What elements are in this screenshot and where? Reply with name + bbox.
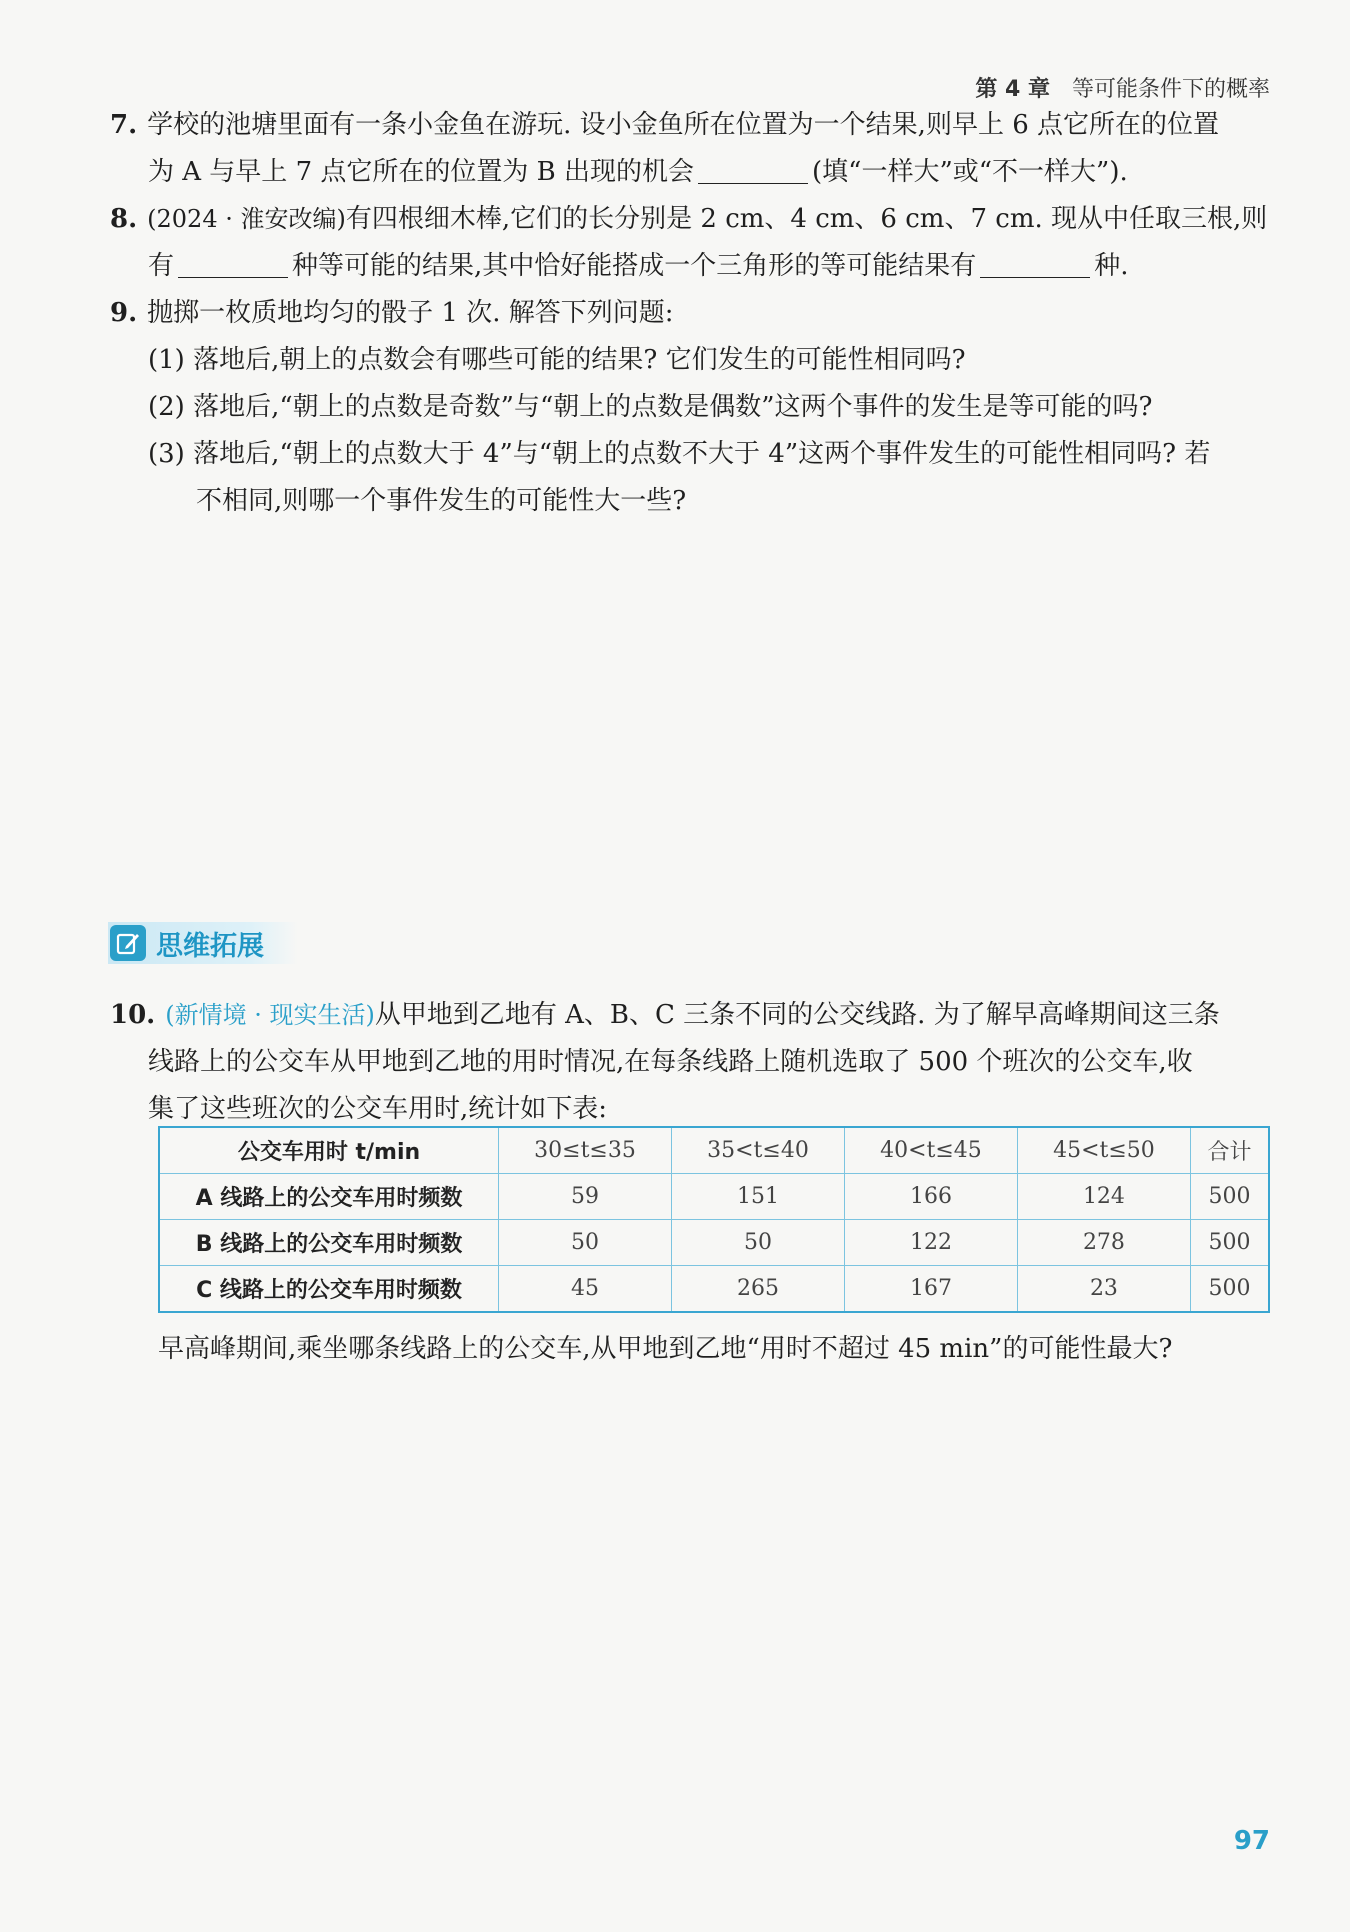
table-cell: 265 — [671, 1266, 844, 1313]
answer-blank[interactable] — [698, 155, 808, 184]
pencil-note-icon — [110, 925, 146, 961]
question-text: 学校的池塘里面有一条小金鱼在游玩. 设小金鱼所在位置为一个结果,则早上 6 点它所在的位置 — [147, 110, 1220, 140]
table-cell: 23 — [1017, 1266, 1190, 1313]
table-cell: 278 — [1017, 1220, 1190, 1266]
question-text: 有四根细木棒,它们的长分别是 2 cm、4 cm、6 cm、7 cm. 现从中任取三根,则 — [345, 204, 1268, 234]
table-cell: 500 — [1190, 1220, 1269, 1266]
table-row-label: C 线路上的公交车用时频数 — [159, 1266, 499, 1313]
question-number: 10. — [110, 1000, 156, 1030]
question-text: 线路上的公交车从甲地到乙地的用时情况,在每条线路上随机选取了 500 个班次的公交车,收 — [148, 1047, 1193, 1077]
table-row — [159, 1220, 1269, 1266]
question-number: 9. — [110, 298, 138, 328]
question-number: 8. — [110, 204, 138, 234]
page-header — [975, 72, 1270, 103]
frequency-table — [158, 1126, 1270, 1313]
section-title: 思维拓展 — [156, 930, 264, 962]
question-10 — [110, 992, 1270, 1133]
sub-question-3: (3) 落地后,“朝上的点数大于 4”与“朝上的点数不大于 4”这两个事件发生的可能性相同吗? 若 — [148, 439, 1211, 469]
table-header-cell: 35<t≤40 — [671, 1127, 844, 1174]
table-cell: 50 — [671, 1220, 844, 1266]
table-header-cell: 40<t≤45 — [844, 1127, 1017, 1174]
question-text: 为 A 与早上 7 点它所在的位置为 B 出现的机会 — [148, 157, 695, 187]
question-10-ask: 早高峰期间,乘坐哪条线路上的公交车,从甲地到乙地“用时不超过 45 min”的可能性最大? — [158, 1334, 1173, 1364]
table-cell: 122 — [844, 1220, 1017, 1266]
question-number: 7. — [110, 110, 138, 140]
table-header-cell: 合计 — [1190, 1127, 1269, 1174]
table-cell: 167 — [844, 1266, 1017, 1313]
section-banner — [108, 922, 298, 964]
table-cell: 500 — [1190, 1266, 1269, 1313]
table-cell: 45 — [499, 1266, 672, 1313]
table-cell: 500 — [1190, 1174, 1269, 1220]
question-8 — [110, 196, 1270, 290]
table-header-row — [159, 1127, 1269, 1174]
answer-blank[interactable] — [178, 249, 288, 278]
question-text: 种. — [1094, 251, 1129, 281]
table-row-label: B 线路上的公交车用时频数 — [159, 1220, 499, 1266]
question-text: 抛掷一枚质地均匀的骰子 1 次. 解答下列问题: — [147, 298, 674, 328]
table-cell: 124 — [1017, 1174, 1190, 1220]
question-text: (填“一样大”或“不一样大”). — [812, 157, 1128, 187]
chapter-label: 第 4 章 — [975, 77, 1050, 102]
table-header-cell: 30≤t≤35 — [499, 1127, 672, 1174]
table-cell: 151 — [671, 1174, 844, 1220]
sub-question-2: (2) 落地后,“朝上的点数是奇数”与“朝上的点数是偶数”这两个事件的发生是等可能的吗? — [148, 392, 1153, 422]
question-7 — [110, 102, 1270, 196]
page-number: 97 — [1233, 1826, 1270, 1856]
table-header-cell: 45<t≤50 — [1017, 1127, 1190, 1174]
question-source: (2024 · 淮安改编) — [147, 205, 346, 233]
chapter-title: 等可能条件下的概率 — [1071, 77, 1270, 102]
sub-question-3-cont: 不相同,则哪一个事件发生的可能性大一些? — [196, 486, 687, 516]
table-cell: 50 — [499, 1220, 672, 1266]
answer-blank[interactable] — [980, 249, 1090, 278]
question-text: 从甲地到乙地有 A、B、C 三条不同的公交线路. 为了解早高峰期间这三条 — [374, 1000, 1220, 1030]
table-cell: 166 — [844, 1174, 1017, 1220]
table-cell: 59 — [499, 1174, 672, 1220]
table-row-label: A 线路上的公交车用时频数 — [159, 1174, 499, 1220]
table-header-cell: 公交车用时 t/min — [159, 1127, 499, 1174]
table-row — [159, 1174, 1269, 1220]
table-row — [159, 1266, 1269, 1313]
question-9 — [110, 290, 1270, 525]
question-source: (新情境 · 现实生活) — [165, 1001, 375, 1029]
question-text: 集了这些班次的公交车用时,统计如下表: — [148, 1094, 608, 1124]
question-text: 种等可能的结果,其中恰好能搭成一个三角形的等可能结果有 — [292, 251, 977, 281]
question-text: 有 — [148, 251, 175, 281]
sub-question-1: (1) 落地后,朝上的点数会有哪些可能的结果? 它们发生的可能性相同吗? — [148, 345, 966, 375]
